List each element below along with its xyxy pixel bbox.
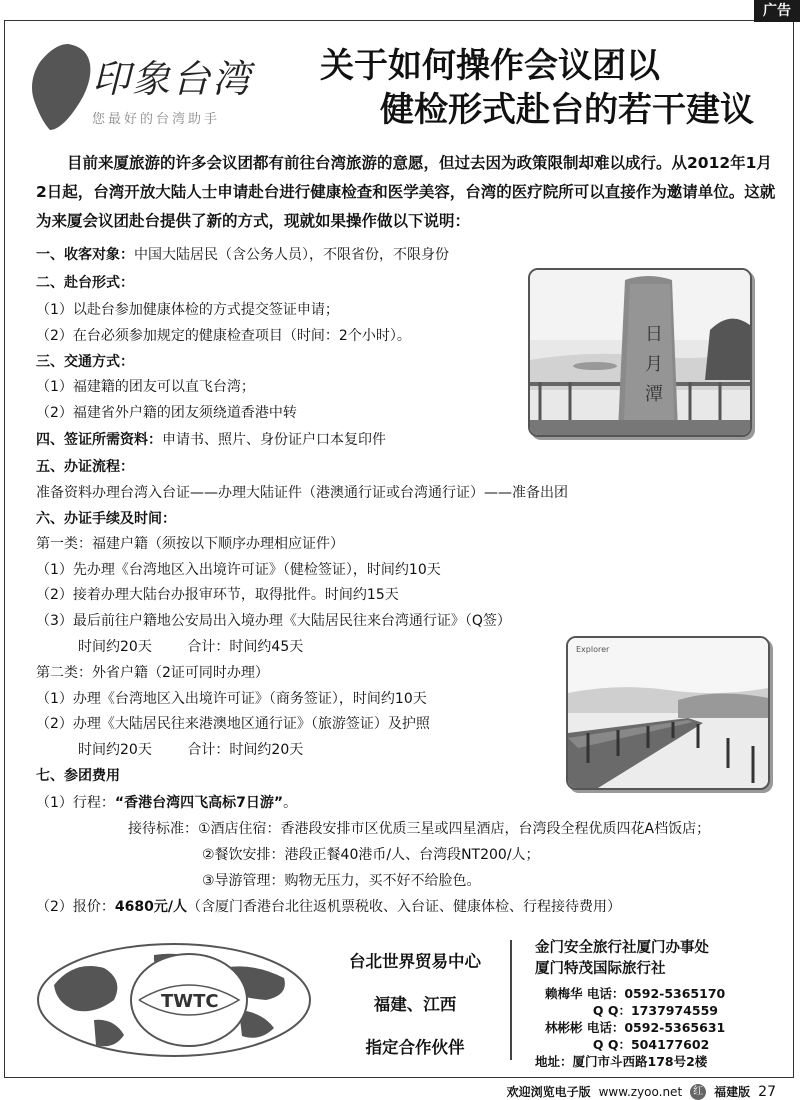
contact-value: 1737974559 (630, 1003, 718, 1018)
section-3-item-1: （1）福建籍的团友可以直飞台湾； (36, 379, 255, 395)
section-6-c1-item-3: （3）最后前往户籍地公安局出入境办理《大陆居民往来台湾通行证》（Q签） (36, 613, 511, 629)
agency-names (535, 938, 775, 980)
section-7-item-1 (36, 792, 297, 814)
contact-label: 赖梅华 电话： (545, 986, 625, 1001)
price-label: （2）报价： (36, 899, 115, 915)
contact-value: 0592-5365631 (624, 1020, 726, 1035)
section-1-text: 中国大陆居民（含公务人员），不限省份，不限身份 (134, 247, 449, 263)
footer-welcome: 欢迎浏览电子版 (506, 1085, 591, 1099)
address-label: 地址： (535, 1054, 573, 1069)
section-7-item-2 (36, 896, 621, 918)
lake-stele-photo (528, 268, 752, 437)
section-5-text: 准备资料办理台湾入台证——办理大陆证件（港澳通行证或台湾通行证）——准备出团 (36, 485, 568, 501)
section-6-category-1: 第一类：福建户籍（须按以下顺序办理相应证件） (36, 536, 344, 552)
section-2-item-2: （2）在台必须参加规定的健康检查项目（时间：2个小时）。 (36, 328, 411, 344)
page-number: 27 (758, 1083, 776, 1100)
section-6-c2-time: 时间约20天 合计：时间约20天 (78, 742, 304, 758)
taiwan-map-icon (20, 42, 98, 132)
svg-text:日: 日 (645, 324, 663, 345)
intro-paragraph: 目前来厦旅游的许多会议团都有前往台湾旅游的意愿，但过去因为政策限制却难以成行。从2012年1月2日起，台湾开放大陆人士申请赴台进行健康检查和医学美容，台湾的医疗院所可以直接作为邀请单位。这就为来厦会议团赴台提供了新的方式，现就如果操作做以下说明： (36, 154, 776, 230)
service-standard-hotel: ①酒店住宿：香港段安排市区优质三星或四星酒店，台湾段全程优质四花A档饭店； (198, 821, 711, 837)
section-1 (36, 244, 449, 266)
section-4-text: 申请书、照片、身份证户口本复印件 (162, 432, 386, 448)
itinerary-name: “香港台湾四飞高标7日游” (114, 795, 284, 811)
service-standard-label: 接待标准： (128, 821, 198, 837)
pier-photo-caption: Explorer (576, 645, 610, 654)
contact-row (545, 1020, 725, 1036)
price-includes: （含厦门香港台北往返机票税收、入台证、健康体检、行程接待费用） (187, 899, 621, 915)
service-standard-guide: ③导游管理：购物无压力，买不好不给脸色。 (202, 873, 481, 889)
section-6-c2-item-2: （2）办理《大陆居民往来港澳地区通行证》（旅游签证）及护照 (36, 716, 430, 732)
title-line-1: 关于如何操作会议团以 (320, 46, 660, 86)
page-title (300, 44, 780, 132)
section-3-heading: 三、交通方式： (36, 354, 134, 370)
agency-1: 金门安全旅行社厦门办事处 (535, 940, 709, 956)
contact-value: 504177602 (630, 1037, 710, 1052)
section-6-c1-item-1: （1）先办理《台湾地区入出境许可证》（健检签证），时间约10天 (36, 562, 441, 578)
section-4-heading: 四、签证所需资料： (36, 432, 162, 448)
contact-row (545, 1037, 709, 1053)
footer-edition: 福建版 (714, 1085, 751, 1099)
section-4 (36, 429, 386, 451)
itinerary-suffix: 。 (283, 795, 298, 811)
section-3-item-2: （2）福建省外户籍的团友须绕道香港中转 (36, 405, 297, 421)
agency-2: 厦门特茂国际旅行社 (535, 961, 666, 977)
address-row (535, 1054, 707, 1070)
contact-row (545, 986, 725, 1002)
section-6-c1-time: 时间约20天 合计：时间约45天 (78, 639, 304, 655)
pier-image (568, 638, 768, 788)
section-6-c2-item-1: （1）办理《台湾地区入出境许可证》（商务签证），时间约10天 (36, 691, 427, 707)
ad-tag: 广告 (754, 0, 800, 22)
section-2-item-1: （1）以赴台参加健康体检的方式提交签证申请； (36, 302, 339, 318)
price-value: 4680元/人 (114, 899, 187, 915)
section-6-c1-item-2: （2）接着办理大陆台办报审环节，取得批件。时间约15天 (36, 587, 399, 603)
twtc-line-3: 指定合作伙伴 (365, 1038, 465, 1057)
pier-photo (566, 636, 770, 790)
section-1-heading: 一、收客对象： (36, 247, 134, 263)
section-2-heading: 二、赴台形式： (36, 275, 134, 291)
contact-label: Q Q： (545, 1037, 631, 1052)
footer-url[interactable]: www.zyoo.net (598, 1084, 683, 1099)
service-standard-meals: ②餐饮安排：港段正餐40港币/人、台湾段NT200/人； (202, 847, 540, 863)
section-6-category-2: 第二类：外省户籍（2证可同时办理） (36, 665, 269, 681)
logo-name: 印象台湾 (92, 57, 253, 101)
twtc-line-2: 福建、江西 (373, 995, 457, 1014)
twtc-line-1: 台北世界贸易中心 (349, 952, 481, 971)
contact-label: 林彬彬 电话： (545, 1020, 625, 1035)
contact-value: 0592-5365170 (624, 986, 726, 1001)
page-footer (507, 1083, 776, 1100)
itinerary-label: （1）行程： (36, 795, 115, 811)
lake-stele-image (530, 270, 750, 435)
hong-badge-icon: 红 (690, 1084, 706, 1100)
svg-text:月: 月 (645, 354, 663, 375)
section-7-heading: 七、参团费用 (36, 768, 120, 784)
contact-label: Q Q： (545, 1003, 631, 1018)
section-6-heading: 六、办证手续及时间： (36, 511, 176, 527)
partner-banner (10, 930, 780, 1075)
address-value: 厦门市斗西路178号2楼 (572, 1054, 708, 1069)
section-5-heading: 五、办证流程： (36, 459, 134, 475)
contact-row (545, 1003, 718, 1019)
title-line-2: 健检形式赴台的若干建议 (380, 90, 754, 130)
twtc-partner-text (335, 940, 495, 1069)
svg-text:潭: 潭 (645, 384, 663, 405)
service-standard-1 (128, 818, 710, 840)
logo-tagline: 您最好的台湾助手 (92, 112, 221, 127)
world-globe-icon (34, 940, 314, 1060)
twtc-logo-text: TWTC (161, 991, 219, 1012)
banner-divider (510, 940, 512, 1060)
